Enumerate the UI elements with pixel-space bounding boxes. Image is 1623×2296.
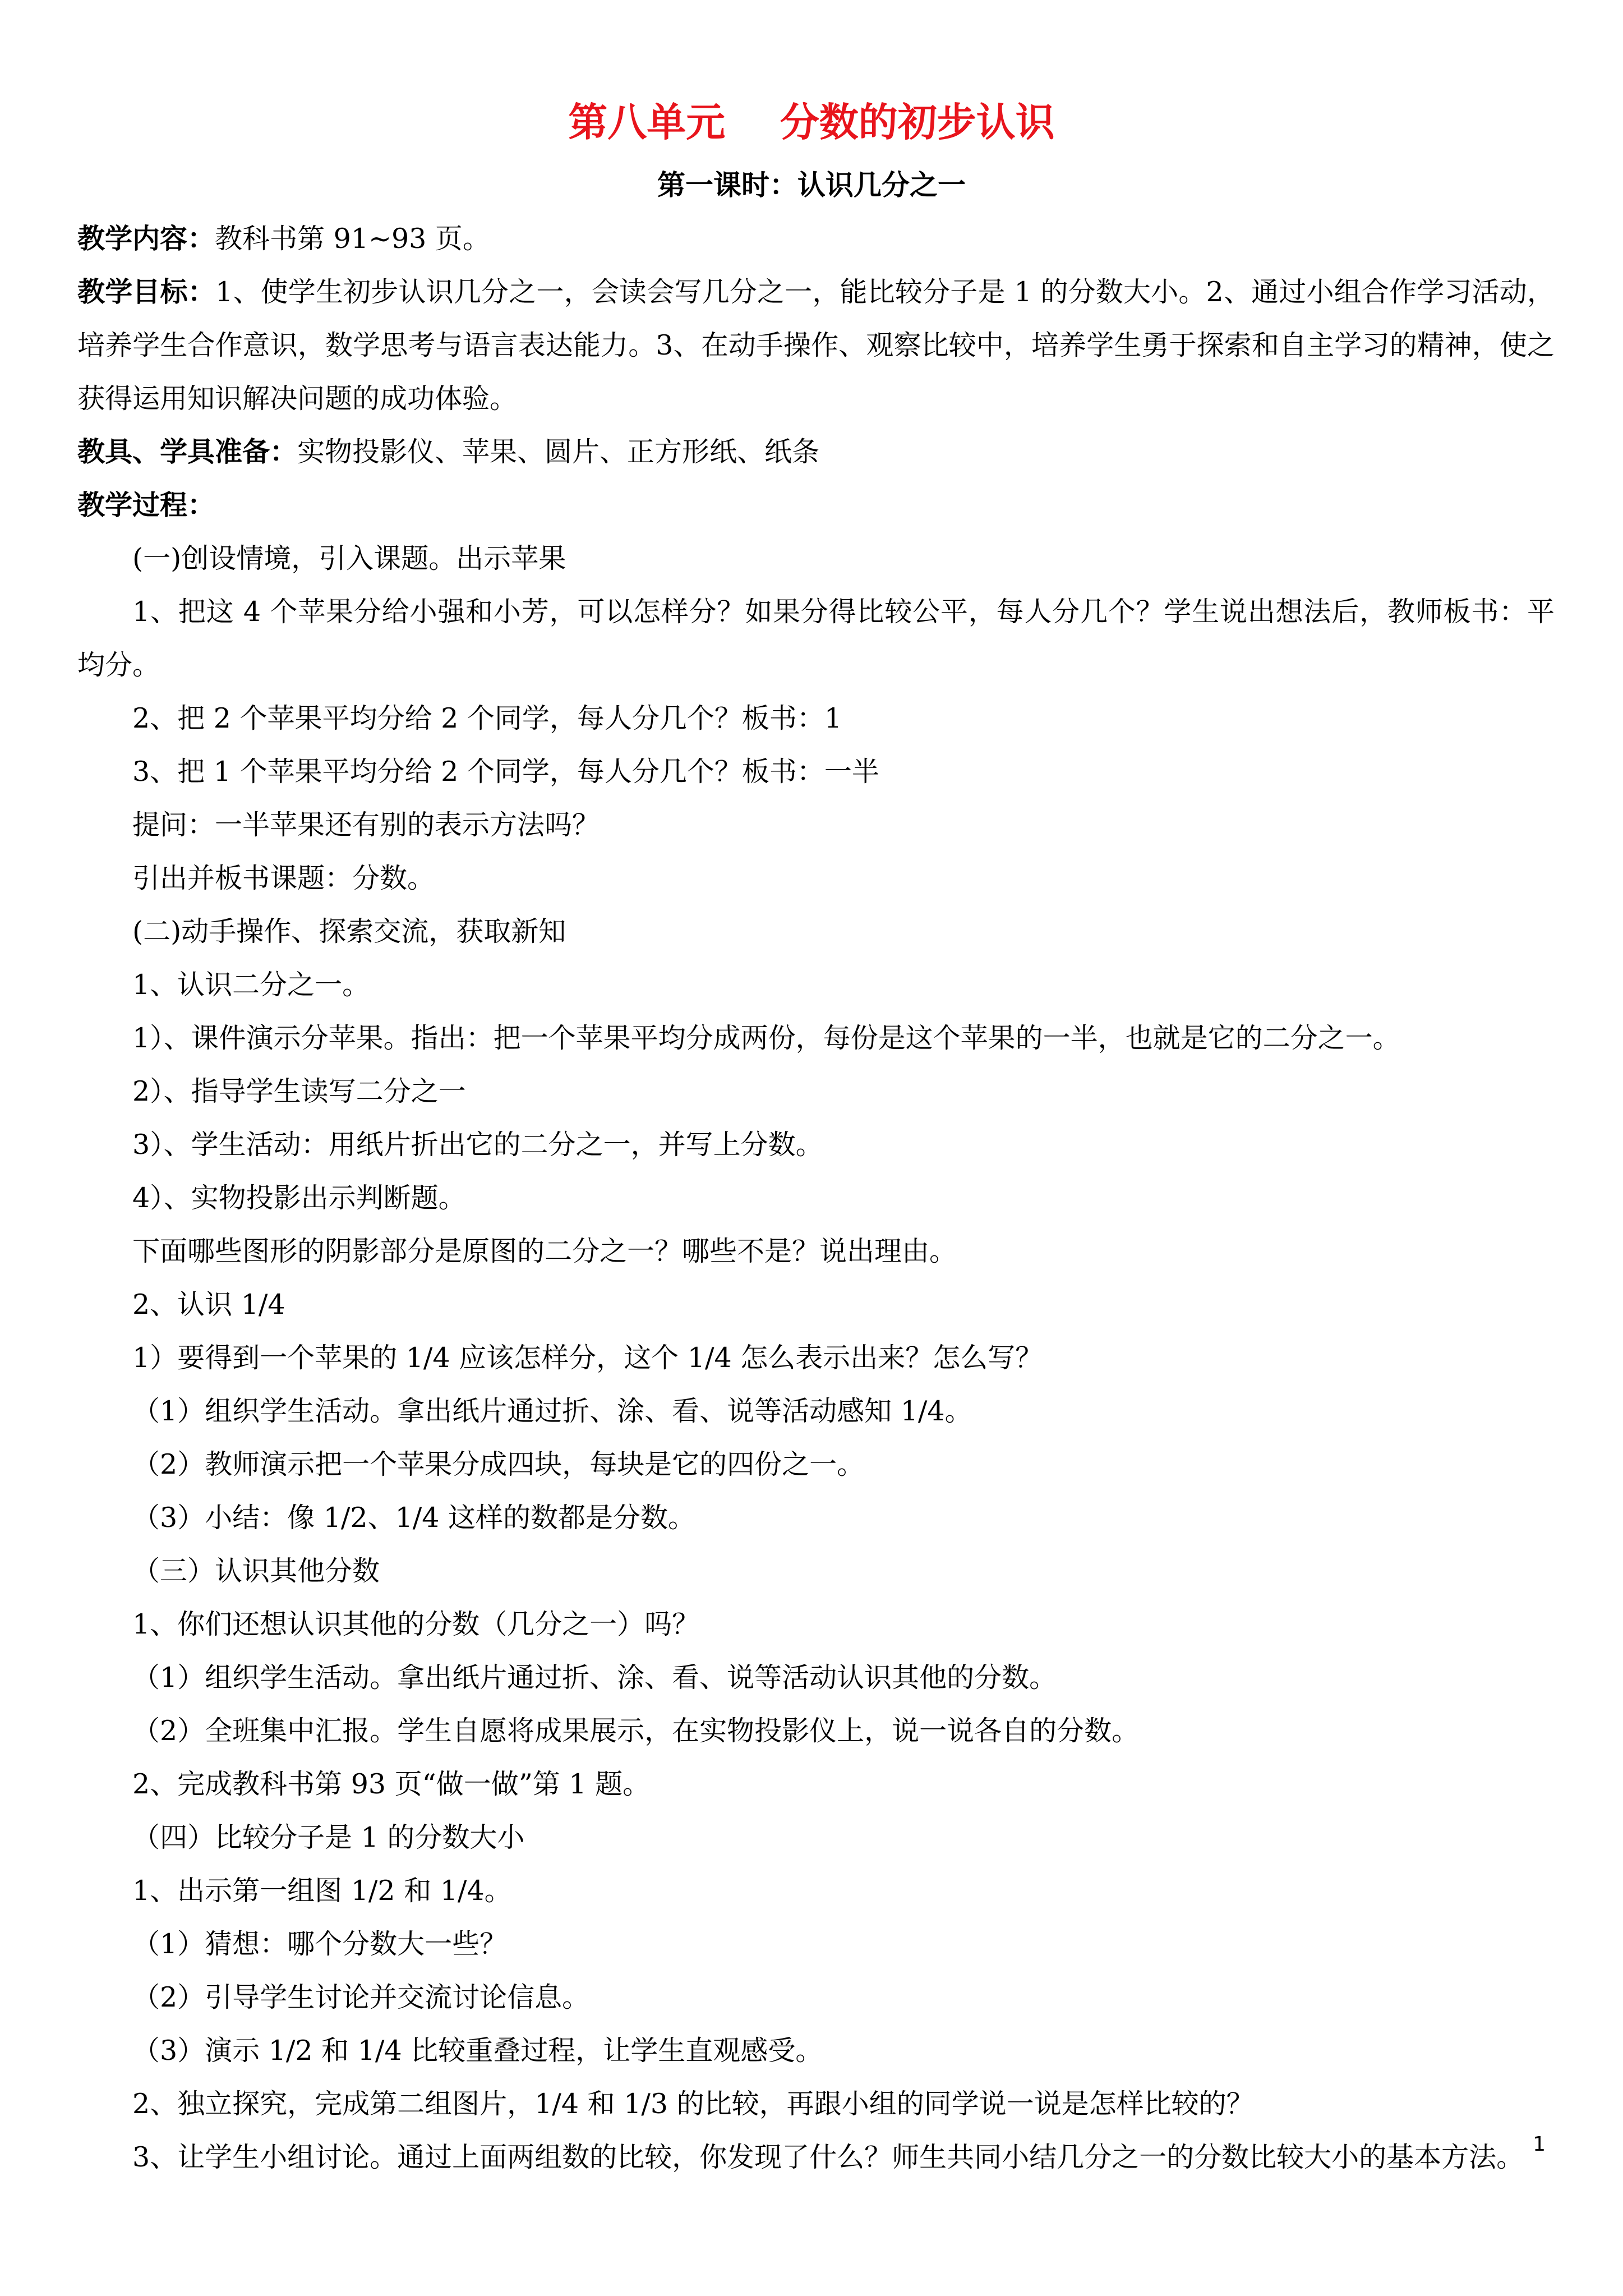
process-line: 1、把这 4 个苹果分给小强和小芳，可以怎样分？如果分得比较公平，每人分几个？学生说出想法后，教师板书：平均分。 [77,596,1555,681]
process-line: 1）要得到一个苹果的 1/4 应该怎样分，这个 1/4 怎么表示出来？怎么写？ [132,1342,1043,1374]
page-number: 1 [1533,2133,1546,2156]
process-line: （1）组织学生活动。拿出纸片通过折、涂、看、说等活动感知 1/4。 [132,1395,972,1427]
process-line: （三）认识其他分数 [132,1555,380,1587]
teaching-content-text: 教科书第 91~93 页。 [215,223,490,255]
process-line: 引出并板书课题：分数。 [132,862,435,894]
process-line: 1）、课件演示分苹果。指出：把一个苹果平均分成两份，每份是这个苹果的一半，也就是它的二分之一。 [132,1022,1400,1054]
process-line: （3）演示 1/2 和 1/4 比较重叠过程，让学生直观感受。 [132,2035,823,2067]
process-line: 2、把 2 个苹果平均分给 2 个同学，每人分几个？板书：1 [132,702,842,734]
teaching-process-label: 教学过程： [77,489,215,521]
process-line: (二)动手操作、探索交流，获取新知 [132,915,566,947]
process-line: 3、把 1 个苹果平均分给 2 个同学，每人分几个？板书：一半 [132,756,879,788]
teaching-content-label: 教学内容： [77,222,215,255]
process-line: 1、出示第一组图 1/2 和 1/4。 [132,1875,512,1907]
process-line: 3、让学生小组讨论。通过上面两组数的比较，你发现了什么？师生共同小结几分之一的分数比较大小的基本方法。 [132,2141,1524,2173]
process-line: （1）组织学生活动。拿出纸片通过折、涂、看、说等活动认识其他的分数。 [132,1662,1057,1694]
process-line: 2、完成教科书第 93 页“做一做”第 1 题。 [132,1768,651,1800]
process-line: （2）教师演示把一个苹果分成四块，每块是它的四份之一。 [132,1448,865,1480]
process-line: (一)创设情境，引入课题。出示苹果 [132,542,566,574]
process-line: 提问：一半苹果还有别的表示方法吗？ [132,809,600,841]
process-line: 下面哪些图形的阴影部分是原图的二分之一？哪些不是？说出理由。 [132,1235,957,1267]
process-line: 2）、指导学生读写二分之一 [132,1075,466,1107]
unit-title: 第八单元 分数的初步认识 [568,99,1055,145]
lesson-subtitle: 第一课时：认识几分之一 [657,168,966,201]
process-line: （四）比较分子是 1 的分数大小 [132,1821,525,1853]
teaching-goals [77,265,1555,425]
process-line: （2）全班集中汇报。学生自愿将成果展示，在实物投影仪上，说一说各自的分数。 [132,1715,1140,1747]
teaching-goals-label: 教学目标： [77,275,215,308]
process-line: 1、认识二分之一。 [132,969,370,1001]
teaching-goals-text: 1、使学生初步认识几分之一，会读会写几分之一，能比较分子是 1 的分数大小。2、通过小组合作学习活动，培养学生合作意识，数学思考与语言表达能力。3、在动手操作、观察比较中，培养学生勇于探索和自主学习的精神，使之获得运用知识解决问题的成功体验。 [77,276,1555,415]
process-line: 3）、学生活动：用纸片折出它的二分之一，并写上分数。 [132,1129,823,1161]
process-line: 4）、实物投影出示判断题。 [132,1182,466,1214]
teaching-materials-label: 教具、学具准备： [77,435,298,468]
process-line: （1）猜想：哪个分数大一些？ [132,1928,508,1960]
teaching-materials-text: 实物投影仪、苹果、圆片、正方形纸、纸条 [297,436,820,468]
teaching-content [77,212,1555,265]
process-line: 1、你们还想认识其他的分数（几分之一）吗？ [132,1608,700,1640]
teaching-process [77,478,1555,532]
process-line: 2、认识 1/4 [132,1289,285,1320]
process-line: （2）引导学生讨论并交流讨论信息。 [132,1981,590,2013]
document-body [77,212,1555,2184]
teaching-materials [77,425,1555,478]
process-line: （3）小结：像 1/2、1/4 这样的数都是分数。 [132,1502,696,1534]
process-line: 2、独立探究，完成第二组图片，1/4 和 1/3 的比较，再跟小组的同学说一说是怎样比较的？ [132,2088,1254,2120]
